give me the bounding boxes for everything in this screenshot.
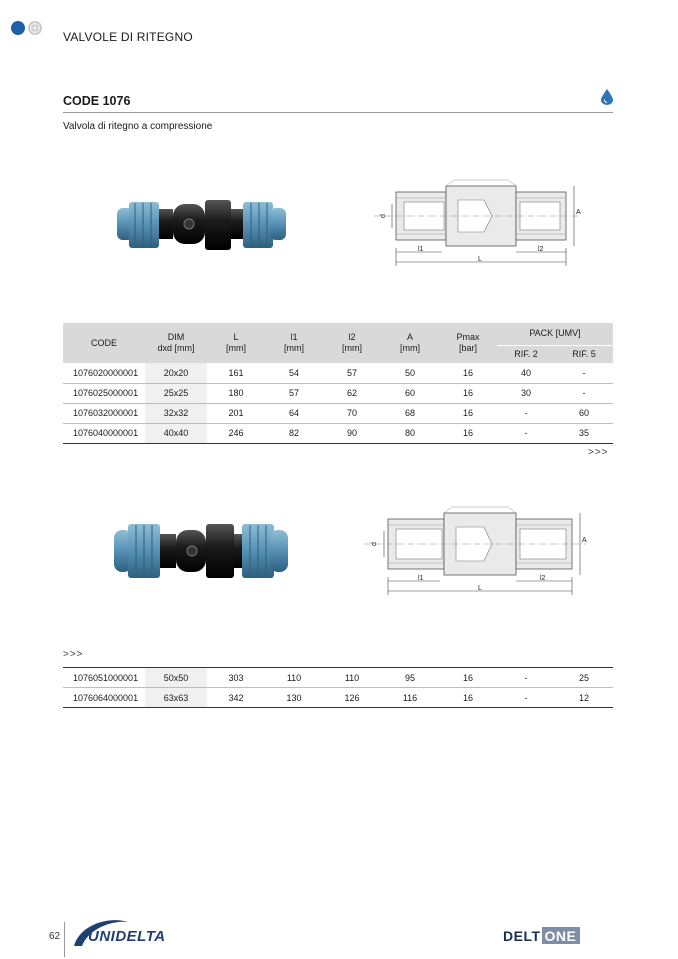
continue-marker-prev: >>> <box>63 649 84 660</box>
section-dots-icon <box>10 19 44 37</box>
footer-divider <box>64 922 65 957</box>
col-header-l2: l2 [mm] <box>323 323 381 363</box>
col-header-pack: PACK [UMV] <box>497 323 613 345</box>
brand-logo-unidelta: UNIDELTA <box>88 928 166 945</box>
dim-label-l2: l2 <box>540 575 546 582</box>
water-drop-icon <box>601 89 613 105</box>
technical-drawing-large <box>364 505 590 597</box>
dim-label-l2: l2 <box>538 246 544 253</box>
col-header-dim: DIM dxd [mm] <box>145 323 207 363</box>
dim-label-a: A <box>582 537 587 544</box>
dim-label-l: L <box>478 256 482 263</box>
col-header-rif5: RIF. 5 <box>555 345 613 363</box>
col-header-pmax: Pmax [bar] <box>439 323 497 363</box>
brand-logo-deltone <box>503 927 580 944</box>
spec-table-part2 <box>63 667 613 708</box>
page-number: 62 <box>49 931 61 942</box>
title-divider <box>63 112 613 113</box>
table-row: 1076051000001 50x50 303 110 110 95 16 - 25 <box>63 668 613 688</box>
table-row: 1076064000001 63x63 342 130 126 116 16 - 12 <box>63 688 613 708</box>
technical-drawing-small <box>374 176 584 268</box>
col-header-rif2: RIF. 2 <box>497 345 555 363</box>
dim-label-l: L <box>478 585 482 592</box>
product-subtitle: Valvola di ritegno a compressione <box>63 121 213 132</box>
product-code-title: CODE 1076 <box>63 94 131 108</box>
col-header-l1: l1 [mm] <box>265 323 323 363</box>
product-photo-large <box>110 518 294 584</box>
dim-label-d: d <box>371 542 378 546</box>
product-photo-small <box>113 192 293 258</box>
table-row: 1076025000001 25x25 180 57 62 60 16 30 - <box>63 383 613 403</box>
col-header-a: A [mm] <box>381 323 439 363</box>
dim-label-l1: l1 <box>418 246 424 253</box>
col-header-code: CODE <box>63 323 145 363</box>
section-title: VALVOLE DI RITEGNO <box>63 30 193 44</box>
brand-logo-deltone-part1: DELT <box>503 928 541 944</box>
continue-marker-next: >>> <box>588 447 609 458</box>
brand-logo-deltone-part2: ONE <box>542 927 581 944</box>
dim-label-l1: l1 <box>418 575 424 582</box>
table-row: 1076032000001 32x32 201 64 70 68 16 - 60 <box>63 403 613 423</box>
table-row: 1076040000001 40x40 246 82 90 80 16 - 35 <box>63 423 613 443</box>
dim-label-a: A <box>576 209 581 216</box>
dim-label-d: d <box>380 214 387 218</box>
spec-table-part1 <box>63 323 613 444</box>
table-row: 1076020000001 20x20 161 54 57 50 16 40 - <box>63 363 613 383</box>
col-header-l: L [mm] <box>207 323 265 363</box>
